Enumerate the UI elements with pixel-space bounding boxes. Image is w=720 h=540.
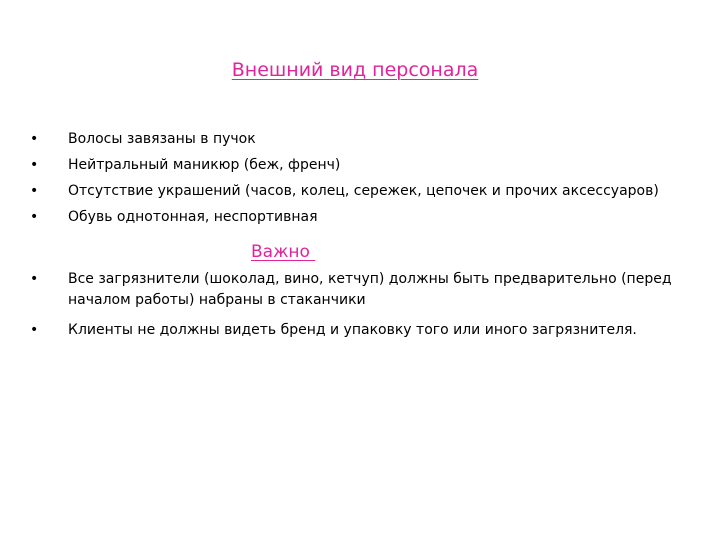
bullet-icon: • (30, 183, 39, 199)
bullet-icon: • (30, 131, 39, 147)
list-item-text: Обувь однотонная, неспортивная (68, 209, 318, 225)
bullet-icon: • (30, 322, 39, 338)
list-item-text: Клиенты не должны видеть бренд и упаковку того или иного загрязнителя. (68, 322, 637, 338)
bullet-icon: • (30, 271, 39, 287)
list-item-text: Все загрязнители (шоколад, вино, кетчуп) должны быть предварительно (перед началом работы) набраны в стаканчики (68, 271, 672, 308)
bullet-icon: • (30, 209, 39, 225)
list-item-text: Отсутствие украшений (часов, колец, сережек, цепочек и прочих аксессуаров) (68, 183, 659, 199)
list-item-text: Нейтральный маникюр (беж, френч) (68, 157, 341, 173)
important-subheading: Важно (251, 242, 316, 262)
slide-title: Внешний вид персонала (231, 59, 479, 81)
bullet-icon: • (30, 157, 39, 173)
list-item-text: Волосы завязаны в пучок (68, 131, 256, 147)
